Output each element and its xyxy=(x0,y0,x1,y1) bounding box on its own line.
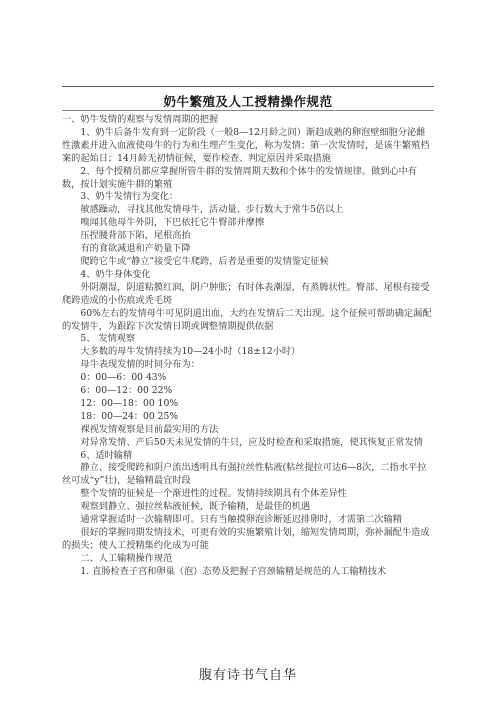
paragraph: 1、奶牛后备牛发育到一定阶段（一般8—12月龄之间）渐趋成熟的卵泡壁细胞分泌雌性激素并进入血液使母牛的行为和生理产生变化，称为发情；第一次发情时，是该牛繁殖档案的起始日；14月龄无初情征候，要作检查、判定原因并采取措施 xyxy=(62,126,430,164)
subheading: 5、 发情观察 xyxy=(80,333,136,345)
paragraph: 60%左右的发情母牛可见阴道出血，大约在发情后二天出现。这个征候可帮助确定漏配的发情牛，为跟踪下次发情日期或调整情期提供依据 xyxy=(62,307,432,332)
list-item: 大多数的母牛发情持续为10—24小时（18±12小时） xyxy=(80,346,301,358)
list-item: 爬跨它牛或“静立”接受它牛爬跨，后者是重要的发情鉴定征候 xyxy=(80,255,329,267)
section-heading: 二、人工输精操作规范 xyxy=(80,552,173,564)
time-distribution-row: 6：00—12：00 22% xyxy=(80,385,173,397)
list-item: 裸视发情观察是目前最实用的方法 xyxy=(80,423,219,435)
paragraph: 静立、接受爬跨和阴户流出透明具有强拉丝性粘液(粘丝提拉可达6—8次，二指水平拉丝可成“у”壮)，是输精最宜时段 xyxy=(62,462,427,487)
document-body xyxy=(62,114,434,579)
section-heading: 一、奶牛发情的观察与发情周期的把握 xyxy=(62,114,219,125)
paragraph: 对异常发情、产后50天未见发情的牛只，应及时检查和采取措施，使其恢复正常发情 xyxy=(80,436,423,448)
title-rule xyxy=(62,110,434,111)
list-item: 观察到静立、强拉丝粘液征候，既予输精，是最佳的机遇 xyxy=(80,501,311,513)
paragraph: 外阴潮湿，阴道粘膜红润，阴户肿胀；有时体表潮湿，有蒸腾状性。臀部、尾根有接受爬跨造成的小伤痕或秃毛斑 xyxy=(62,281,430,306)
header-rule xyxy=(62,86,434,87)
paragraph: 通常掌握适时一次输精即可。只有当触摸卵泡诊断延迟排卵时，才需第二次输精 xyxy=(80,514,402,526)
subheading: 4、奶牛身体变化 xyxy=(80,268,151,280)
list-item: 嗅闻其他母牛外阴，下巴依托它牛臀部并摩擦 xyxy=(80,217,265,229)
subheading: 6、适时输精 xyxy=(80,449,133,461)
list-item: 母牛表现发情的时间分布为： xyxy=(80,359,200,371)
list-item: 压捏腰背部下陷，尾根高抬 xyxy=(80,230,191,242)
paragraph: 很好的掌握同期发情技术，可更有效的实施繁殖计划，缩短发情周期，弥补漏配牛造成的损失；使人工授精集约化成为可能 xyxy=(62,527,430,551)
time-distribution-row: 0：00—6：00 43% xyxy=(80,372,167,384)
paragraph: 1. 直肠检查子宫和卵巢（泡）态势及把握子宫颈输精是规范的人工输精技术 xyxy=(80,565,387,577)
document-title: 奶牛繁殖及人工授精操作规范 xyxy=(163,94,333,109)
footer-text: 腹有诗书气自华 xyxy=(198,668,297,683)
paragraph: 2、每个授精员都应掌握所管牛群的发情周期天数和个体牛的发情规律。做到心中有数，按计划实施牛群的繁殖 xyxy=(62,165,417,190)
subheading: 3、奶牛发情行为变化： xyxy=(80,191,179,203)
time-distribution-row: 18：00—24：00 25% xyxy=(80,410,179,422)
time-distribution-row: 12：00—18：00 10% xyxy=(80,397,179,409)
list-item: 敏感躁动，寻找其他发情母牛，活动量、步行数大于常牛5倍以上 xyxy=(80,204,344,216)
list-item: 有的食欲减退和产奶量下降 xyxy=(80,243,191,255)
list-item: 整个发情的征候是一个渐进性的过程。发情持续期具有个体差异性 xyxy=(80,488,347,500)
